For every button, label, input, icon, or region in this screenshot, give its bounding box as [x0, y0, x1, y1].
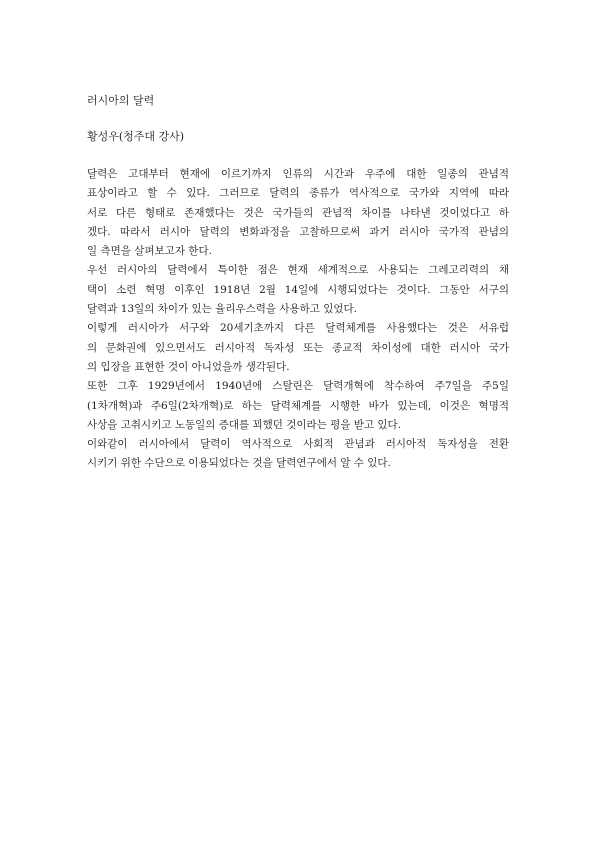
body-line: 서로 다른 형태로 존재했다는 것은 국가들의 관념적 차이를 나타낸 것이었다고 하	[87, 206, 509, 219]
body-line: 달력은 고대부터 현재에 이르기까지 인류의 시간과 우주에 대한 일종의 관념적	[87, 168, 509, 180]
body-line: (1차개혁)과 주6일(2차개혁)로 하는 달력체계를 시행한 바가 있는데, 이것은 혁명적	[87, 399, 509, 412]
author-line: 황성우(청주대 강사)	[87, 130, 185, 143]
body-line: 겠다. 따라서 러시아 달력의 변화과정을 고찰하므로써 과거 러시아 국가적 관념의	[87, 225, 509, 238]
body-line: 달력과 13일의 차이가 있는 율리우스력을 사용하고 있었다.	[87, 303, 358, 316]
body-line: 시키기 위한 수단으로 이용되었다는 것을 달력연구에서 알 수 있다.	[87, 457, 391, 470]
body-line: 또한 그후 1929년에서 1940년에 스탈린은 달력개혁에 착수하여 주7일을 주5일	[87, 380, 509, 393]
document-title: 러시아의 달력	[87, 94, 155, 107]
body-line: 택이 소련 혁명 이후인 1918년 2월 14일에 시행되었다는 것이다. 그동안 서구의	[87, 283, 509, 296]
body-line: 의 문화권에 있으면서도 러시아적 독자성 또는 종교적 차이성에 대한 러시아 국가	[87, 341, 509, 354]
body-text	[87, 165, 509, 474]
body-line: 이렇게 러시아가 서구와 20세기초까지 다른 달력체계를 사용했다는 것은 서유럽	[87, 322, 509, 335]
body-line: 이와같이 러시아에서 달력이 역사적으로 사회적 관념과 러시아적 독자성을 전환	[87, 438, 509, 451]
body-line: 일 측면을 살펴보고자 한다.	[87, 245, 212, 258]
body-line: 우선 러시아의 달력에서 특이한 점은 현재 세계적으로 사용되는 그레고리력의 채	[87, 264, 509, 277]
body-line: 의 입장을 표현한 것이 아니었을까 생각된다.	[87, 360, 290, 373]
body-line: 표상이라고 할 수 있다. 그러므로 달력의 종류가 역사적으로 국가와 지역에 따라	[87, 187, 509, 200]
body-line: 사상을 고취시키고 노동일의 증대를 꾀했던 것이라는 평을 받고 있다.	[87, 418, 402, 431]
